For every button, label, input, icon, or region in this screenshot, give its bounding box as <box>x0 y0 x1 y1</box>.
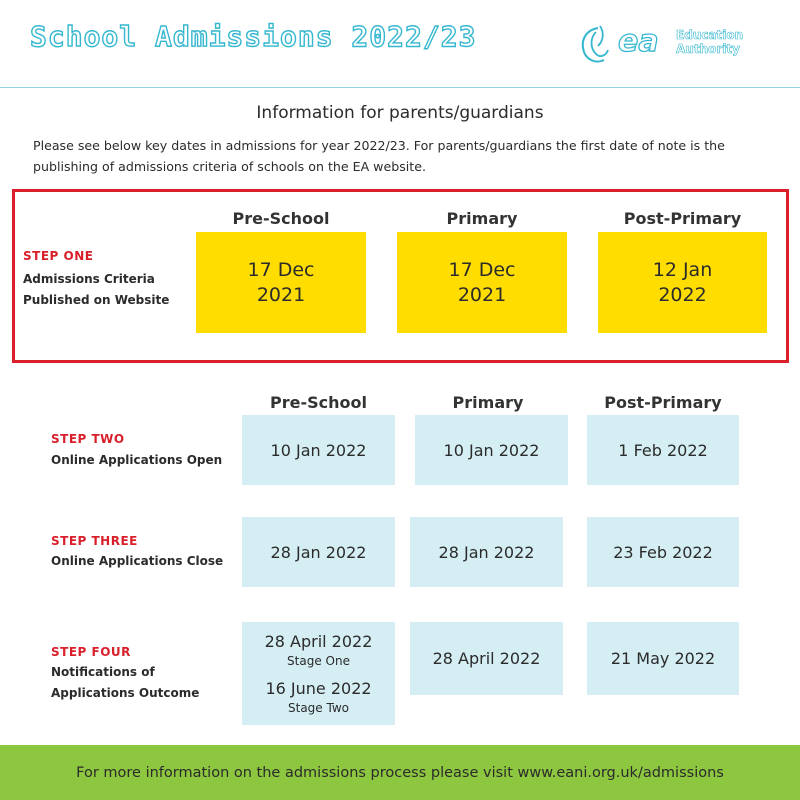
step-one-date-primary <box>397 232 567 333</box>
step-one-col-head-preschool: Pre-School <box>232 209 330 228</box>
header-divider <box>0 87 800 88</box>
step-four-preschool-date2: 16 June 2022 <box>265 678 372 698</box>
step-one-date-preschool <box>196 232 366 333</box>
step-four-date-preschool <box>242 622 395 725</box>
step-one-date-preschool-line2: 2021 <box>256 283 306 306</box>
col-head-preschool: Pre-School <box>270 393 367 412</box>
step-four-label: STEP FOUR <box>51 645 131 659</box>
step-three-desc: Online Applications Close <box>51 554 224 568</box>
footer-banner <box>0 745 800 800</box>
step-two-date-postprimary: 1 Feb 2022 <box>587 415 739 485</box>
step-four-preschool-stage2: Stage Two <box>288 700 349 715</box>
ea-logo[interactable] <box>574 22 754 68</box>
ea-logo-mark: ea <box>618 24 659 59</box>
page-header <box>0 0 800 88</box>
ea-swirl-icon <box>574 22 620 68</box>
step-one-desc-line2: Published on Website <box>23 293 170 307</box>
page-title: School Admissions 2022/23 <box>30 20 477 53</box>
ea-logo-words <box>676 28 743 56</box>
step-two-label: STEP TWO <box>51 432 125 446</box>
step-four-desc-line1: Notifications of <box>51 665 155 679</box>
intro-paragraph: Please see below key dates in admissions for year 2022/23. For parents/guardians the first date of note is the publishing of admissions criteria of schools on the EA website. <box>33 138 725 174</box>
ea-logo-line1: Education <box>676 28 744 42</box>
step-one-date-preschool-line1: 17 Dec <box>247 258 315 281</box>
step-one-date-primary-line2: 2021 <box>457 283 507 306</box>
step-two-date-primary: 10 Jan 2022 <box>415 415 568 485</box>
step-one-col-head-primary: Primary <box>446 209 518 228</box>
step-three-date-preschool: 28 Jan 2022 <box>242 517 395 587</box>
step-one-date-primary-line1: 17 Dec <box>448 258 516 281</box>
step-four-preschool-stage1: Stage One <box>287 653 350 668</box>
step-one-label: STEP ONE <box>23 249 94 263</box>
col-head-primary: Primary <box>452 393 524 412</box>
step-four-date-primary: 28 April 2022 <box>410 622 563 695</box>
step-four-preschool-date1: 28 April 2022 <box>264 631 373 651</box>
subtitle: Information for parents/guardians <box>256 103 544 123</box>
step-one-col-head-postprimary: Post-Primary <box>623 209 742 228</box>
step-four-date-postprimary: 21 May 2022 <box>587 622 739 695</box>
step-one-desc <box>23 269 169 311</box>
step-four-desc-line2: Applications Outcome <box>51 686 200 700</box>
footer-text[interactable]: For more information on the admissions process please visit www.eani.org.uk/admissions <box>76 764 724 781</box>
step-three-date-postprimary: 23 Feb 2022 <box>587 517 739 587</box>
step-one-desc-line1: Admissions Criteria <box>23 272 155 286</box>
ea-logo-line2: Authority <box>676 42 740 56</box>
step-two-desc: Online Applications Open <box>51 453 223 467</box>
step-one-date-postprimary-line2: 2022 <box>658 283 707 306</box>
step-one-date-postprimary-line1: 12 Jan <box>652 258 713 281</box>
step-one-date-postprimary <box>598 232 767 333</box>
step-three-label: STEP THREE <box>51 534 138 548</box>
step-two-date-preschool: 10 Jan 2022 <box>242 415 395 485</box>
col-head-postprimary: Post-Primary <box>604 393 722 412</box>
step-three-date-primary: 28 Jan 2022 <box>410 517 563 587</box>
step-four-desc <box>51 662 199 704</box>
